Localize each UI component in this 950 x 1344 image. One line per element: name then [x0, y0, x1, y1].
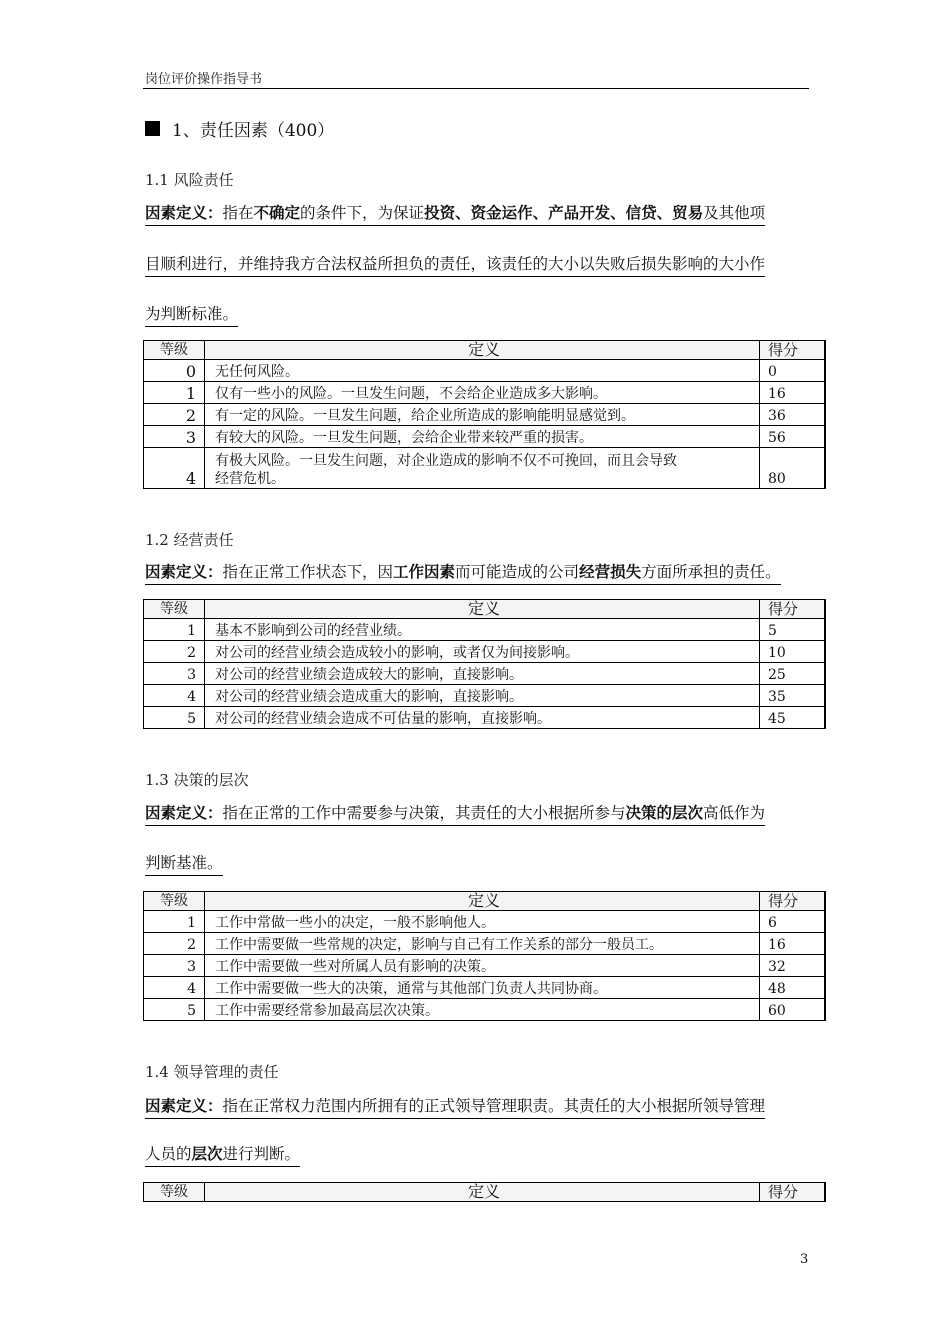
column-header-score: 得分 — [760, 341, 826, 360]
definition-line: 为判断标准。 — [145, 303, 238, 327]
table-row: 4 有极大风险。一旦发生问题，对企业造成的影响不仅不可挽回，而且会导致 经营危机。 80 — [144, 448, 826, 489]
subsection-heading-1-4: 1.4 领导管理的责任 — [145, 1063, 279, 1081]
column-header-definition: 定义 — [205, 341, 760, 360]
table-row: 3 对公司的经营业绩会造成较大的影响，直接影响。 25 — [144, 663, 826, 685]
column-header-score: 得分 — [760, 892, 826, 911]
table-row: 5 对公司的经营业绩会造成不可估量的影响，直接影响。 45 — [144, 707, 826, 729]
definition-line: 因素定义：指在正常的工作中需要参与决策，其责任的大小根据所参与决策的层次高低作为 — [145, 802, 765, 826]
page-number: 3 — [800, 1252, 809, 1267]
table-row: 1 工作中常做一些小的决定，一般不影响他人。 6 — [144, 911, 826, 933]
column-header-definition: 定义 — [205, 1183, 760, 1202]
definition-line: 目顺利进行，并维持我方合法权益所担负的责任，该责任的大小以失败后损失影响的大小作 — [145, 253, 765, 277]
section-title-text: 1、责任因素（400） — [172, 121, 335, 141]
definition-line: 判断基准。 — [145, 852, 223, 876]
column-header-level: 等级 — [144, 600, 205, 619]
leadership-responsibility-table — [143, 1182, 826, 1202]
column-header-score: 得分 — [760, 600, 826, 619]
business-responsibility-table — [143, 599, 826, 729]
table-row: 1 基本不影响到公司的经营业绩。 5 — [144, 619, 826, 641]
header-rule — [143, 88, 809, 89]
definition-line: 人员的层次进行判断。 — [145, 1143, 300, 1167]
table-row: 5 工作中需要经常参加最高层次决策。 60 — [144, 999, 826, 1021]
subsection-heading-1-1: 1.1 风险责任 — [145, 171, 234, 189]
decision-level-table — [143, 891, 826, 1021]
table-row: 2 工作中需要做一些常规的决定，影响与自己有工作关系的部分一般员工。 16 — [144, 933, 826, 955]
square-bullet-icon — [145, 121, 160, 136]
column-header-level: 等级 — [144, 341, 205, 360]
column-header-level: 等级 — [144, 892, 205, 911]
column-header-score: 得分 — [760, 1183, 826, 1202]
table-row: 4 工作中需要做一些大的决策，通常与其他部门负责人共同协商。 48 — [144, 977, 826, 999]
definition-line: 因素定义：指在不确定的条件下，为保证投资、资金运作、产品开发、信贷、贸易及其他项 — [145, 202, 765, 226]
section-title — [145, 116, 334, 141]
table-row: 3 有较大的风险。一旦发生问题，会给企业带来较严重的损害。 56 — [144, 426, 826, 448]
table-row: 0 无任何风险。 0 — [144, 360, 826, 382]
table-row: 3 工作中需要做一些对所属人员有影响的决策。 32 — [144, 955, 826, 977]
column-header-level: 等级 — [144, 1183, 205, 1202]
table-row: 2 有一定的风险。一旦发生问题，给企业所造成的影响能明显感觉到。 36 — [144, 404, 826, 426]
subsection-heading-1-3: 1.3 决策的层次 — [145, 771, 249, 789]
definition-line: 因素定义：指在正常工作状态下，因工作因素而可能造成的公司经营损失方面所承担的责任。 — [145, 561, 781, 585]
column-header-definition: 定义 — [205, 600, 760, 619]
table-row: 1 仅有一些小的风险。一旦发生问题，不会给企业造成多大影响。 16 — [144, 382, 826, 404]
column-header-definition: 定义 — [205, 892, 760, 911]
running-header: 岗位评价操作指导书 — [145, 72, 263, 87]
table-row: 4 对公司的经营业绩会造成重大的影响，直接影响。 35 — [144, 685, 826, 707]
table-row: 2 对公司的经营业绩会造成较小的影响，或者仅为间接影响。 10 — [144, 641, 826, 663]
subsection-heading-1-2: 1.2 经营责任 — [145, 531, 234, 549]
definition-line: 因素定义：指在正常权力范围内所拥有的正式领导管理职责。其责任的大小根据所领导管理 — [145, 1095, 765, 1119]
risk-responsibility-table — [143, 340, 826, 489]
